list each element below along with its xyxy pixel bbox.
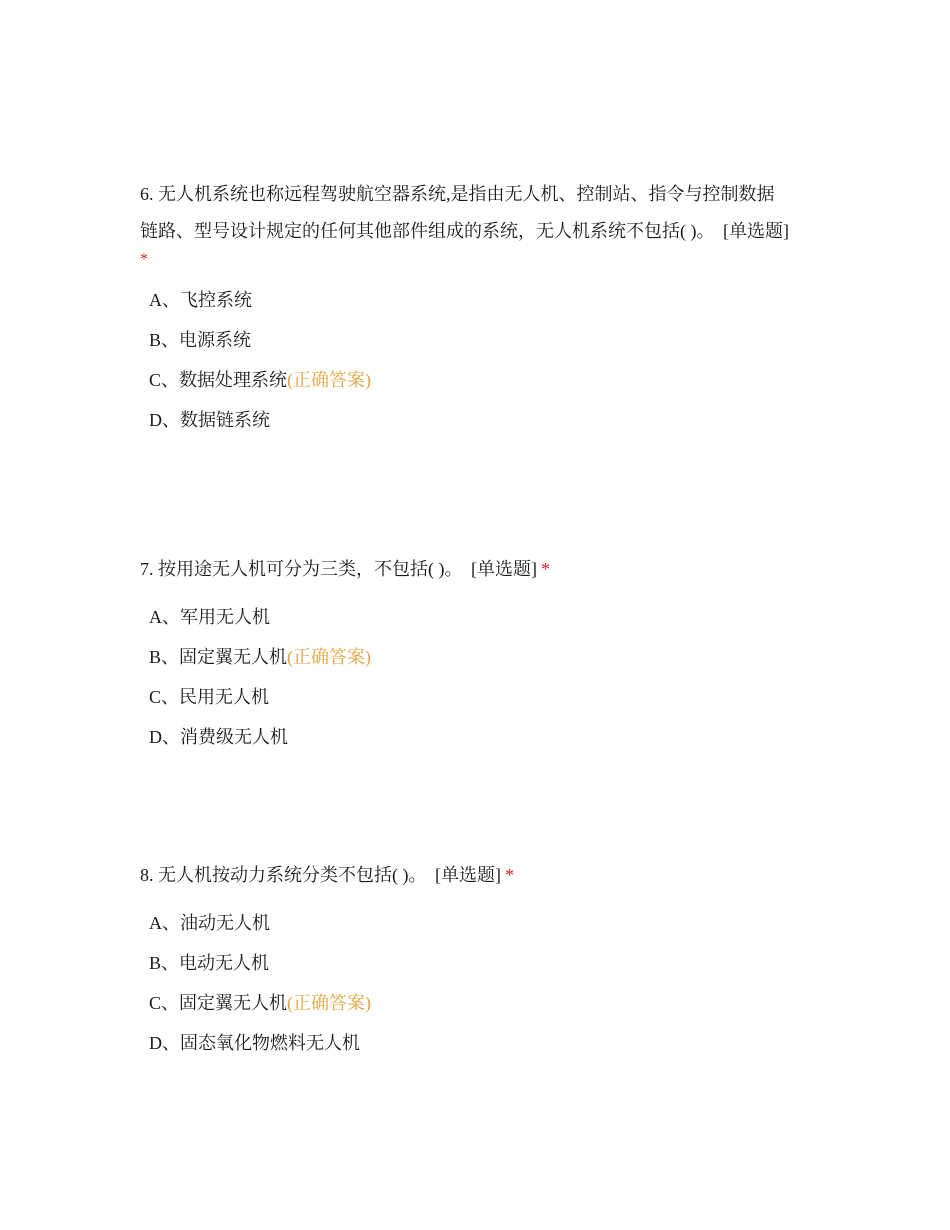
required-mark: *	[541, 559, 550, 579]
option-d	[140, 717, 820, 757]
option-letter: B、	[149, 330, 180, 350]
option-text: 军用无人机	[180, 607, 270, 627]
question-7	[140, 551, 820, 757]
option-letter: B、	[149, 953, 180, 973]
option-text: 固定翼无人机	[179, 647, 288, 667]
question-stem-line1: 8. 无人机按动力系统分类不包括( )。	[140, 865, 427, 885]
option-text: 消费级无人机	[180, 727, 288, 747]
question-6	[140, 176, 820, 440]
option-b	[140, 637, 820, 677]
option-letter: C、	[149, 370, 180, 390]
question-stem-line2: 链路、型号设计规定的任何其他部件组成的系统，无人机系统不包括( )。	[140, 221, 715, 241]
option-b	[140, 320, 820, 360]
question-type-tag: [单选题]	[435, 865, 501, 885]
option-c	[140, 677, 820, 717]
question-stem	[140, 176, 820, 250]
option-text: 数据处理系统	[179, 370, 288, 390]
option-text: 固定翼无人机	[179, 993, 288, 1013]
option-text: 电源系统	[179, 330, 252, 350]
option-a	[140, 597, 820, 637]
required-mark: *	[505, 865, 514, 885]
option-d	[140, 1023, 820, 1063]
option-list	[140, 903, 820, 1063]
option-letter: D、	[149, 727, 180, 747]
option-text: 民用无人机	[179, 687, 270, 707]
option-list	[140, 597, 820, 757]
question-type-tag: [单选题]	[471, 559, 537, 579]
option-letter: A、	[149, 290, 180, 310]
option-c	[140, 983, 820, 1023]
option-list	[140, 280, 820, 440]
option-letter: C、	[149, 993, 180, 1013]
option-a	[140, 903, 820, 943]
option-text: 数据链系统	[180, 410, 270, 430]
correct-answer-label: (正确答案)	[287, 647, 372, 667]
question-stem	[140, 551, 820, 588]
option-text: 油动无人机	[180, 913, 270, 933]
option-letter: B、	[149, 647, 180, 667]
option-text: 电动无人机	[179, 953, 270, 973]
question-stem-line1: 6. 无人机系统也称远程驾驶航空器系统,是指由无人机、控制站、指令与控制数据	[140, 184, 775, 204]
correct-answer-label: (正确答案)	[287, 370, 372, 390]
option-text: 固态氧化物燃料无人机	[180, 1033, 360, 1053]
correct-answer-label: (正确答案)	[287, 993, 372, 1013]
option-a	[140, 280, 820, 320]
required-mark: *	[140, 251, 148, 268]
option-b	[140, 943, 820, 983]
option-letter: D、	[149, 410, 180, 430]
question-stem	[140, 857, 820, 894]
option-letter: A、	[149, 607, 180, 627]
question-type-tag: [单选题]	[723, 221, 789, 241]
question-stem-line1: 7. 按用途无人机可分为三类，不包括( )。	[140, 559, 463, 579]
option-letter: C、	[149, 687, 180, 707]
option-d	[140, 400, 820, 440]
question-8	[140, 857, 820, 1063]
option-c	[140, 360, 820, 400]
option-letter: A、	[149, 913, 180, 933]
option-text: 飞控系统	[180, 290, 252, 310]
option-letter: D、	[149, 1033, 180, 1053]
